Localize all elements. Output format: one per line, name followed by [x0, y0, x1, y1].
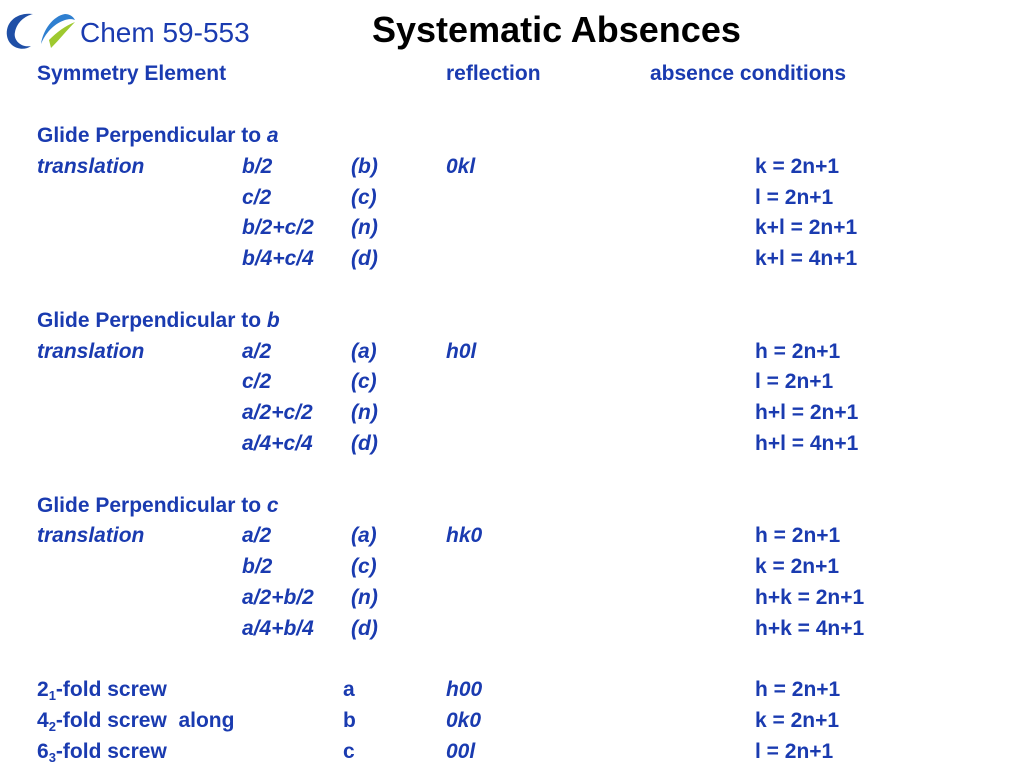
absence-condition: k = 2n+1 — [755, 555, 840, 579]
course-code: Chem 59-553 — [80, 17, 250, 48]
glide-symbol: (c) — [351, 370, 377, 394]
absence-condition: h = 2n+1 — [755, 678, 841, 702]
glide-symbol: (n) — [351, 401, 378, 425]
column-header-reflection: reflection — [446, 62, 541, 85]
absence-condition: k+l = 4n+1 — [755, 247, 858, 271]
screw-axis-label — [37, 740, 167, 764]
glide-symbol: (a) — [351, 339, 377, 363]
translation-label: translation — [37, 524, 145, 548]
glide-symbol: (d) — [351, 247, 378, 271]
glide-translation: c/2 — [242, 370, 272, 394]
screw-subscript: 2 — [48, 719, 56, 735]
glide-symbol: (d) — [351, 616, 378, 640]
section-axis: a — [266, 124, 279, 147]
absence-condition: h+l = 4n+1 — [755, 432, 859, 455]
screw-suffix: -fold screw — [55, 678, 167, 702]
screw-order: 6 — [37, 740, 49, 763]
glide-symbol: (a) — [351, 524, 377, 548]
absence-condition: k = 2n+1 — [755, 709, 840, 733]
section-axis: c — [266, 493, 279, 517]
glide-translation: a/4+b/4 — [242, 616, 314, 640]
section-heading-text: Glide Perpendicular to — [37, 308, 262, 332]
glide-translation: b/4+c/4 — [242, 247, 314, 271]
chem-logo-icon — [3, 10, 77, 52]
reflection-index: hk0 — [446, 524, 483, 548]
reflection-index: 0kl — [446, 154, 476, 178]
reflection-index: 0k0 — [446, 709, 482, 733]
glide-symbol: (b) — [351, 154, 378, 178]
glide-translation: a/2 — [242, 339, 272, 363]
absence-condition: h = 2n+1 — [755, 339, 841, 363]
screw-axis-label — [37, 678, 167, 702]
glide-symbol: (d) — [351, 432, 378, 455]
screw-suffix: -fold screw along — [55, 709, 235, 733]
absence-condition: h+k = 2n+1 — [755, 586, 865, 609]
section-heading — [37, 124, 279, 148]
screw-subscript: 3 — [48, 750, 56, 765]
absence-condition: l = 2n+1 — [755, 740, 834, 763]
glide-translation: b/2 — [242, 154, 273, 178]
reflection-index: h0l — [446, 339, 477, 363]
absence-condition: h+l = 2n+1 — [755, 401, 859, 425]
section-heading — [37, 494, 279, 518]
absence-condition: k+l = 2n+1 — [755, 216, 858, 240]
glide-translation: a/2 — [242, 524, 272, 548]
translation-label: translation — [37, 154, 145, 178]
screw-suffix: -fold screw — [55, 740, 167, 763]
screw-axis-label — [37, 709, 234, 733]
section-heading-text: Glide Perpendicular to — [37, 493, 262, 517]
glide-symbol: (n) — [351, 586, 378, 609]
glide-translation: a/2+b/2 — [242, 586, 314, 609]
screw-axis-direction: c — [343, 740, 355, 763]
section-axis: b — [266, 308, 280, 332]
glide-symbol: (c) — [351, 185, 377, 209]
glide-translation: c/2 — [242, 185, 272, 209]
section-heading-text: Glide Perpendicular to — [37, 124, 262, 147]
glide-translation: b/2+c/2 — [242, 216, 314, 240]
glide-translation: b/2 — [242, 555, 273, 579]
reflection-index: h00 — [446, 678, 483, 702]
screw-axis-direction: a — [343, 678, 355, 702]
glide-symbol: (n) — [351, 216, 378, 240]
absence-condition: h = 2n+1 — [755, 524, 841, 548]
screw-order: 2 — [37, 678, 49, 702]
glide-translation: a/2+c/2 — [242, 401, 313, 425]
reflection-index: 00l — [446, 740, 476, 763]
screw-axis-direction: b — [343, 709, 356, 733]
section-heading — [37, 309, 280, 333]
absence-condition: l = 2n+1 — [755, 185, 834, 209]
page-title: Systematic Absences — [372, 9, 741, 50]
screw-order: 4 — [37, 709, 49, 733]
glide-symbol: (c) — [351, 555, 377, 579]
column-header-symmetry-element: Symmetry Element — [37, 62, 227, 85]
screw-subscript: 1 — [48, 688, 56, 704]
absence-condition: k = 2n+1 — [755, 154, 840, 178]
glide-translation: a/4+c/4 — [242, 432, 313, 455]
absence-condition: h+k = 4n+1 — [755, 616, 865, 640]
column-header-absence-conditions: absence conditions — [650, 62, 847, 85]
absence-condition: l = 2n+1 — [755, 370, 834, 394]
translation-label: translation — [37, 339, 145, 363]
